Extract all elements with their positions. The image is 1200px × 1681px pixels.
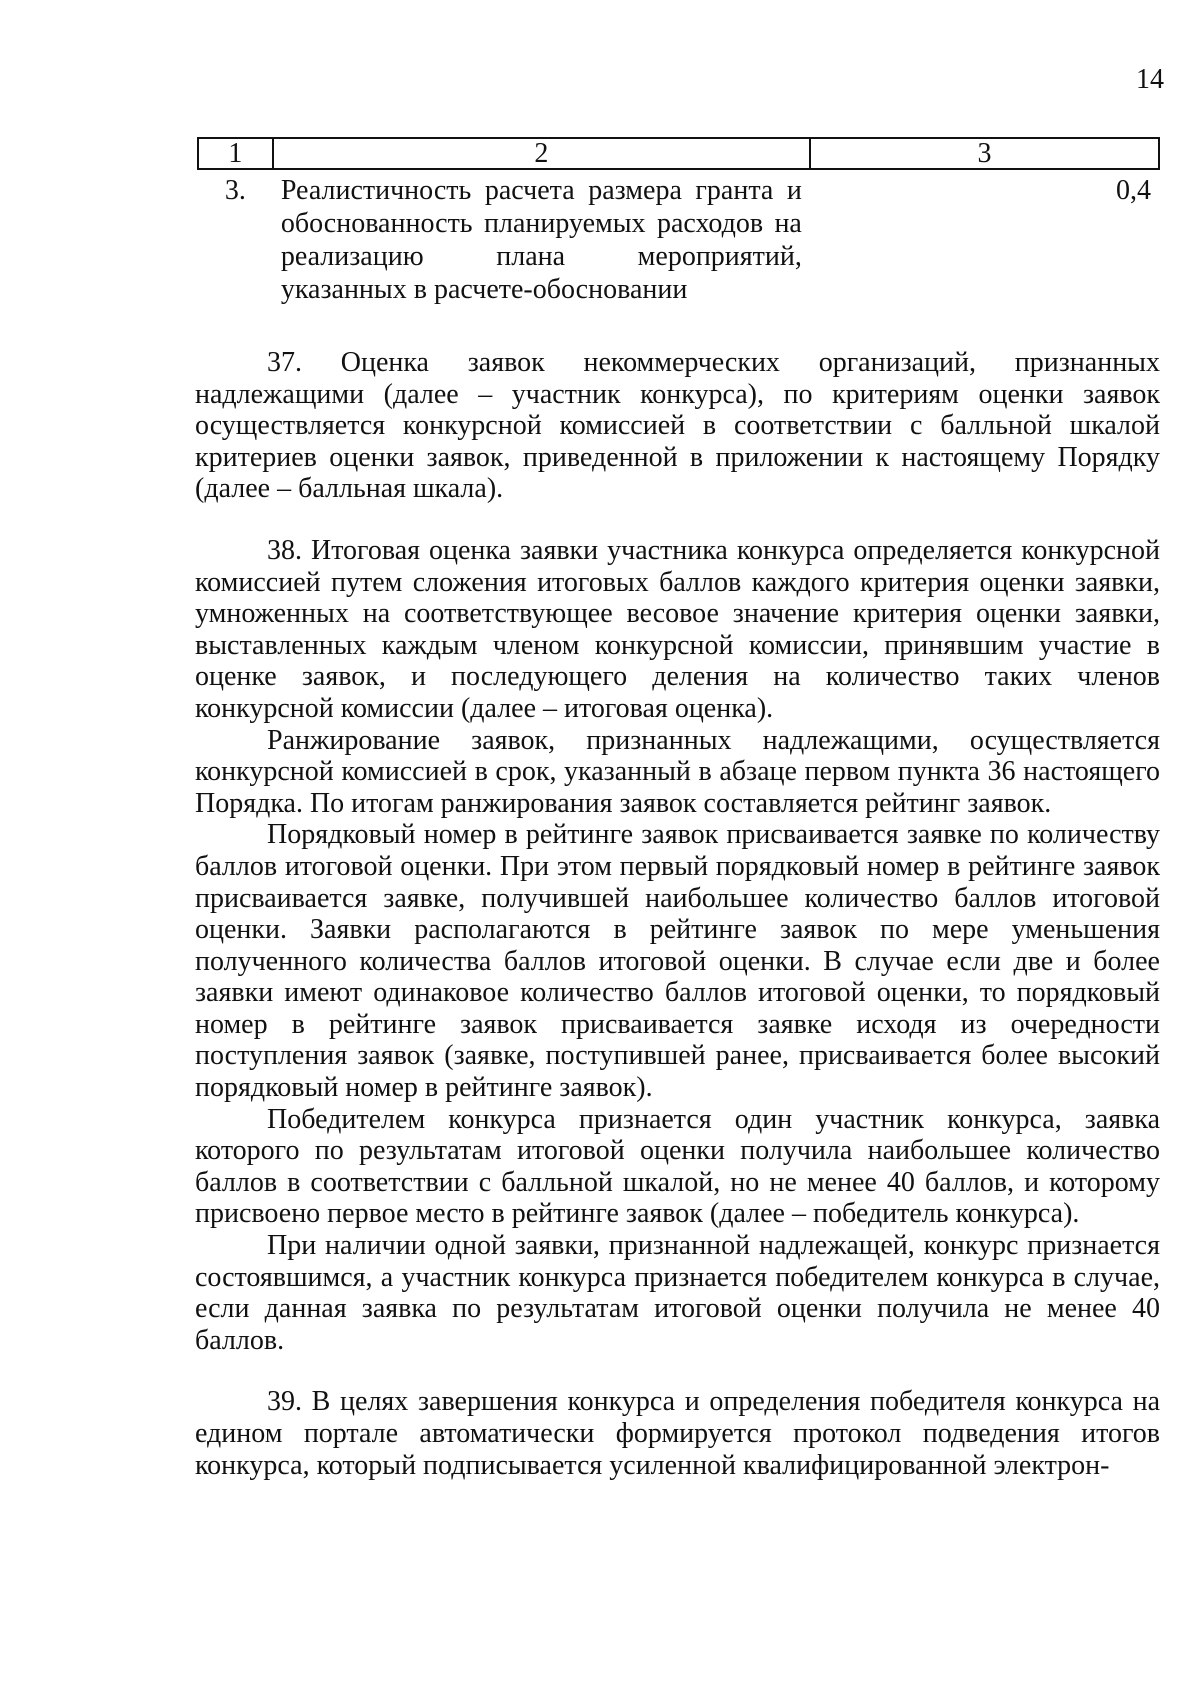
criterion-text: Реалистичность расчета размера гранта и обоснованность планируемых расходов на реализацию плана мероприятий, указанных в расчете-обосновании — [280, 175, 802, 305]
paragraph-37: 37. Оценка заявок некоммерческих организаций, признанных надлежащими (далее – участник конкурса), по критериям оценки заявок осуществляется конкурсной комиссией в соответствии с балльной шкалой критериев оценки заявок, приведенной в приложении к настоящему Порядку (далее – балльная шкала). — [195, 347, 1160, 505]
page-number: 14 — [1136, 64, 1164, 95]
table-header-col-3: 3 — [810, 138, 1159, 169]
criterion-number: 3. — [224, 175, 246, 206]
criterion-weight: 0,4 — [1116, 175, 1151, 206]
paragraph-39: 39. В целях завершения конкурса и определения победителя конкурса на едином портале автоматически формируется протокол подведения итогов конкурса, который подписывается усиленной квалифицированной электрон- — [195, 1386, 1160, 1481]
body-text — [195, 347, 1160, 1481]
table-header-col-1: 1 — [198, 138, 273, 169]
paragraph-38: 38. Итоговая оценка заявки участника конкурса определяется конкурсной комиссией путем сложения итоговых баллов каждого критерия оценки заявки, умноженных на соответствующее весовое значение критерия оценки заявки, выставленных каждым членом конкурсной комиссии, принявшим участие в оценке заявок, и последующего деления на количество таких членов конкурсной комиссии (далее – итоговая оценка). — [195, 534, 1160, 724]
paragraph-single-application: При наличии одной заявки, признанной надлежащей, конкурс признается состоявшимся, а участник конкурса признается победителем конкурса в случае, если данная заявка по результатам итоговой оценки получила не менее 40 баллов. — [195, 1230, 1160, 1356]
table-header-col-2: 2 — [273, 138, 810, 169]
criteria-table — [197, 137, 1160, 306]
paragraph-rank-number: Порядковый номер в рейтинге заявок присваивается заявке по количеству баллов итоговой оценки. При этом первый порядковый номер в рейтинге заявок присваивается заявке, получившей наибольшее количество баллов итоговой оценки. Заявки располагаются в рейтинге заявок по мере уменьшения полученного количества баллов итоговой оценки. В случае если две и более заявки имеют одинаковое количество баллов итоговой оценки, то порядковый номер в рейтинге заявок присваивается заявке исходя из очередности поступления заявок (заявке, поступившей ранее, присваивается более высокий порядковый номер в рейтинге заявок). — [195, 819, 1160, 1104]
paragraph-ranking: Ранжирование заявок, признанных надлежащими, осуществляется конкурсной комиссией в срок, указанный в абзаце первом пункта 36 настоящего Порядка. По итогам ранжирования заявок составляется рейтинг заявок. — [195, 724, 1160, 819]
paragraph-winner: Победителем конкурса признается один участник конкурса, заявка которого по результатам итоговой оценки получила наибольшее количество баллов в соответствии с балльной шкалой, но не менее 40 баллов, и которому присвоено первое место в рейтинге заявок (далее – победитель конкурса). — [195, 1103, 1160, 1230]
table-row — [198, 169, 1159, 306]
table-header-row — [198, 138, 1159, 169]
